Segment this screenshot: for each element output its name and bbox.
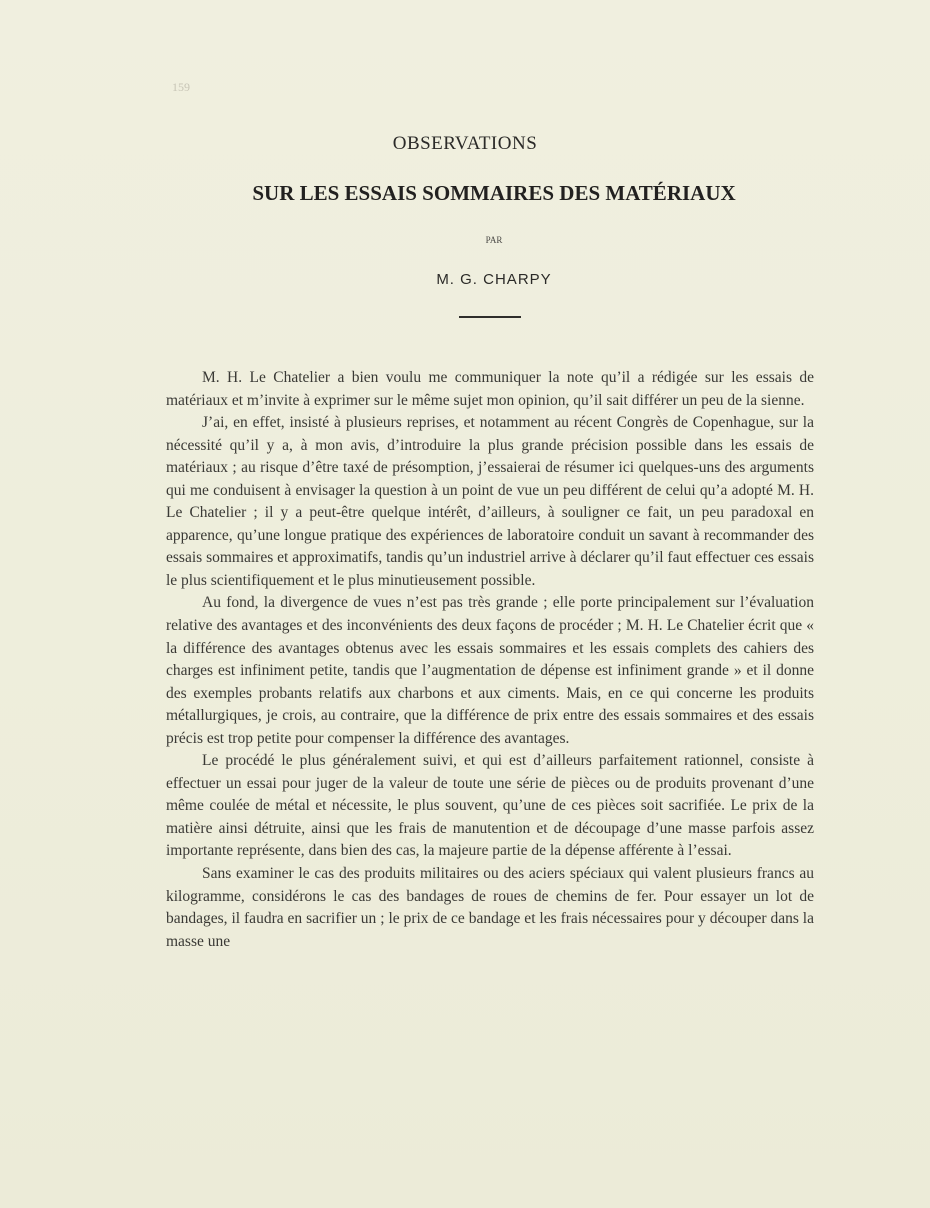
document-subtitle: SUR LES ESSAIS SOMMAIRES DES MATÉRIAUX	[252, 181, 736, 205]
paragraph: M. H. Le Chatelier a bien voulu me communiquer la note qu’il a rédigée sur les essais de matériaux et m’invite à exprimer sur le même sujet mon opinion, qu’il sait différer un peu de la sienne.	[166, 369, 814, 409]
author-name: M. G. CHARPY	[436, 271, 552, 288]
paragraph: Le procédé le plus généralement suivi, et qui est d’ailleurs parfaitement rationnel, consiste à effectuer un essai pour juger de la valeur de toute une série de pièces ou de produits provenant d’une même coulée de métal et nécessite, le plus souvent, qu’une de ces pièces soit sacrifiée. Le prix de la matière ainsi détruite, ainsi que les frais de manutention et de découpage d’une masse parfois assez importante représente, dans bien des cas, la majeure partie de la dépense afférente à l’essai.	[166, 752, 814, 860]
paragraph: Sans examiner le cas des produits militaires ou des aciers spéciaux qui valent plusieurs francs au kilogramme, considérons le cas des bandages de roues de chemins de fer. Pour essayer un lot de bandages, il faudra en sacrifier un ; le prix de ce bandage et les frais nécessaires pour y découper dans la masse une	[166, 865, 814, 950]
title-divider	[459, 316, 521, 318]
by-label: PAR	[485, 235, 503, 245]
page-number: 159	[172, 80, 190, 94]
document-title: OBSERVATIONS	[392, 133, 538, 154]
body-text	[166, 367, 814, 953]
paragraph: Au fond, la divergence de vues n’est pas très grande ; elle porte principalement sur l’évaluation relative des avantages et des inconvénients des deux façons de procéder ; M. H. Le Chatelier écrit que « la différence des avantages obtenus avec les essais sommaires et les essais complets des cahiers des charges est infiniment petite, tandis que l’augmentation de dépense est infiniment grande » et il donne des exemples probants relatifs aux charbons et aux ciments. Mais, en ce qui concerne les produits métallurgiques, je crois, au contraire, que la différence de prix entre des essais sommaires et des essais précis est trop petite pour compenser la différence des avantages.	[166, 594, 814, 747]
paragraph: J’ai, en effet, insisté à plusieurs reprises, et notamment au récent Congrès de Copenhague, sur la nécessité qu’il y a, à mon avis, d’introduire la plus grande précision possible dans les essais de matériaux ; au risque d’être taxé de présomption, j’essaierai de résumer ici quelques-uns des arguments qui me conduisent à envisager la question à un point de vue un peu différent de celui qu’a adopté M. H. Le Chatelier ; il y a peut-être quelque intérêt, d’ailleurs, à souligner ce fait, un peu paradoxal en apparence, qu’une longue pratique des expériences de laboratoire conduit un savant à recommander des essais sommaires et approximatifs, tandis qu’un industriel arrive à déclarer qu’il faut effectuer ces essais le plus scientifiquement et le plus minutieusement possible.	[166, 414, 814, 589]
